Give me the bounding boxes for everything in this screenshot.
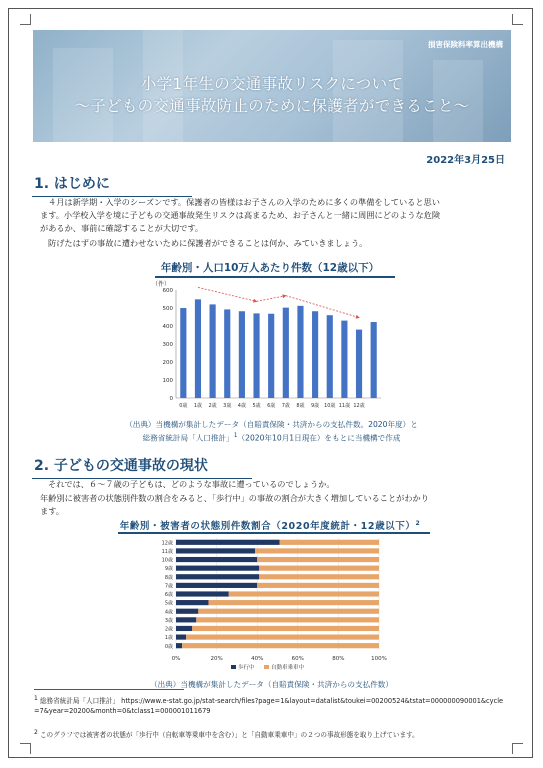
chart2-y-tick-label: 3歳 — [164, 617, 173, 624]
chart2-x-tick-label: 80% — [332, 656, 345, 662]
chart1-x-tick-label: 6歳 — [267, 403, 276, 409]
section2-para-line: ます。 — [40, 506, 64, 516]
chart2-source: （出典）当機構が集計したデータ（自賠責保険・共済からの支払件数） — [150, 680, 393, 689]
chart1-bar — [283, 308, 289, 398]
section-heading-1-text: 1. はじめに — [34, 176, 110, 192]
chart1-y-tick-label: 300 — [162, 342, 173, 348]
chart1-trend-arrow — [198, 287, 257, 301]
chart2-legend-label: 歩行中 — [238, 665, 255, 671]
chart2-bar-segment — [208, 600, 379, 605]
footnote-1 — [34, 694, 504, 716]
chart2-x-tick-label: 40% — [251, 656, 264, 662]
chart2-title — [100, 518, 440, 532]
organization-name: 損害保険料率算出機構 — [428, 40, 503, 49]
chart2-bar-segment — [192, 626, 379, 631]
chart2-bar-segment — [176, 583, 257, 588]
chart1-y-tick-label: 500 — [162, 306, 173, 312]
chart1-y-unit: （件） — [152, 281, 171, 288]
section-heading-2 — [34, 455, 208, 475]
footnote-1-text: 総務省統計局「人口推計」 https://www.e-stat.go.jp/stat-search/files?page=1&layout=datalist&toukei=00200524&tstat=000000090001&cycle=7&year=20200&month=0&tclass1=000001011679 — [34, 697, 504, 716]
chart2-y-tick-label: 5歳 — [164, 600, 173, 607]
chart2-victim-status-share — [140, 534, 395, 678]
chart2-y-tick-label: 10歳 — [161, 557, 173, 564]
chart2-bar-segment — [176, 617, 196, 622]
chart1-source-line1: （出典）当機構が集計したデータ（自賠責保険・共済からの支払件数。2020年度）と — [125, 420, 418, 429]
chart1-x-tick-label: 7歳 — [281, 403, 290, 409]
chart2-bar-segment — [259, 574, 379, 579]
chart1-x-tick-label: 4歳 — [237, 403, 246, 409]
section1-para-line: ます。小学校入学を境に子どもの交通事故発生リスクは高まるため、お子さんと一緒に周囲にどのような危険 — [40, 210, 441, 220]
chart1-source-line2 — [0, 432, 543, 444]
chart1-bar — [312, 311, 318, 398]
chart2-y-tick-label: 1歳 — [164, 635, 173, 642]
chart1-bar — [268, 314, 274, 398]
chart2-legend-label: 自動車乗車中 — [271, 665, 305, 671]
section2-para-line: 年齢別に被害者の状態別件数の割合をみると、「歩行中」の事故の割合が大きく増加していることがわかり — [40, 493, 429, 503]
chart1-trend-arrow — [257, 296, 286, 302]
chart2-bar-segment — [186, 634, 379, 639]
chart1-trend-arrow — [286, 296, 359, 318]
chart2-legend-swatch — [264, 665, 269, 669]
chart1-x-tick-label: 8歳 — [296, 403, 305, 409]
crop-mark — [512, 743, 523, 754]
crop-mark — [512, 14, 523, 25]
chart2-legend-swatch — [231, 665, 236, 669]
chart1-y-tick-label: 0 — [169, 396, 173, 402]
section2-para-line: それでは、６～７歳の子どもは、どのような事故に遭っているのでしょうか。 — [48, 479, 335, 489]
chart1-source-line2b: （2020年10月1日現在）をもとに当機構で作成 — [237, 433, 401, 443]
chart2-bar-segment — [176, 548, 255, 553]
footnote-2-text: このグラフでは被害者の状態が「歩行中（自転車等乗車中を含む）」と「自動車乗車中」の２つの事故形態を取り上げています。 — [39, 731, 419, 740]
chart1-x-tick-label: 9歳 — [311, 403, 320, 409]
section1-para-line: 防げたはずの事故に遭わせないために保護者ができることは何か、みていきましょう。 — [48, 238, 368, 248]
section-heading-2-text: 2. 子どもの交通事故の現状 — [34, 458, 208, 474]
chart1-x-tick-label: 10歳 — [324, 403, 336, 409]
chart1-bar — [239, 311, 245, 398]
chart1-x-tick-label: 0歳 — [179, 403, 188, 409]
chart2-x-tick-label: 100% — [371, 656, 387, 662]
footnote-ref-1: 1 — [233, 432, 238, 439]
chart2-bar-segment — [176, 643, 182, 648]
chart1-title: 年齢別・人口10万人あたり件数（12歳以下） — [160, 262, 380, 274]
footnote-2 — [34, 728, 504, 740]
chart2-x-tick-label: 20% — [210, 656, 223, 662]
footnote-rule — [34, 689, 184, 690]
chart1-x-tick-label: 5歳 — [252, 403, 261, 409]
chart2-bar-segment — [176, 557, 257, 562]
chart1-age-per-100k — [150, 278, 390, 418]
chart1-y-tick-label: 400 — [162, 324, 173, 330]
chart2-bar-segment — [176, 626, 192, 631]
chart2-bar-segment — [176, 634, 186, 639]
chart1-bar — [210, 304, 216, 398]
chart1-bar — [253, 313, 259, 398]
chart1-x-tick-label: 3歳 — [223, 403, 232, 409]
chart2-y-tick-label: 11歳 — [161, 549, 173, 556]
chart1-bar — [327, 315, 333, 398]
crop-mark — [20, 743, 31, 754]
chart2-y-tick-label: 12歳 — [161, 540, 173, 547]
chart2-bar-segment — [182, 643, 379, 648]
chart2-y-tick-label: 4歳 — [164, 609, 173, 616]
chart2-bar-segment — [229, 591, 379, 596]
chart2-y-tick-label: 7歳 — [164, 583, 173, 590]
chart2-y-tick-label: 6歳 — [164, 592, 173, 599]
chart1-bar — [224, 309, 230, 398]
chart2-bar-segment — [176, 540, 280, 545]
chart2-bar-segment — [176, 591, 229, 596]
chart1-source-line2a: 総務省統計局「人口推計」 — [142, 433, 234, 443]
chart1-y-tick-label: 200 — [162, 360, 173, 366]
chart2-bar-segment — [255, 548, 379, 553]
chart2-bar-segment — [176, 609, 198, 614]
chart1-x-tick-label: 2歳 — [208, 403, 217, 409]
chart1-bar — [195, 299, 201, 398]
chart2-bar-segment — [259, 566, 379, 571]
chart1-bar — [341, 321, 347, 398]
chart1-x-tick-label: 12歳 — [353, 403, 365, 409]
footnote-2-number: 2 — [34, 729, 38, 736]
chart2-bar-segment — [176, 566, 259, 571]
section-heading-1 — [34, 173, 110, 193]
chart1-bar — [180, 308, 186, 398]
chart2-title-text: 年齢別・被害者の状態別件数割合（2020年度統計・12歳以下） — [119, 521, 416, 532]
footnote-1-number: 1 — [34, 695, 38, 702]
chart1-bar — [297, 306, 303, 398]
chart2-bar-segment — [176, 600, 208, 605]
chart2-bar-segment — [257, 583, 379, 588]
chart2-y-tick-label: 8歳 — [164, 574, 173, 581]
chart2-bar-segment — [198, 609, 379, 614]
chart1-x-tick-label: 11歳 — [338, 403, 351, 409]
chart1-bar — [356, 330, 362, 398]
section1-para-line: ４月は新学期・入学のシーズンです。保護者の皆様はお子さんの入学のために多くの準備をしていると思い — [48, 197, 440, 207]
publication-date: 2022年3月25日 — [426, 155, 505, 166]
chart2-y-tick-label: 2歳 — [164, 626, 173, 633]
chart2-bar-segment — [176, 574, 259, 579]
chart2-x-tick-label: 60% — [291, 656, 304, 662]
chart2-y-tick-label: 0歳 — [164, 643, 173, 650]
chart1-y-tick-label: 600 — [162, 288, 173, 294]
section1-para-line: があるか、事前に確認することが大切です。 — [40, 223, 204, 233]
chart2-bar-segment — [280, 540, 379, 545]
chart2-x-tick-label: 0% — [171, 656, 181, 662]
chart1-x-tick-label: 1歳 — [193, 403, 203, 409]
chart1-bar — [371, 322, 377, 398]
footnote-ref-2: 2 — [415, 519, 421, 527]
document-title: 小学1年生の交通事故リスクについて — [140, 75, 404, 93]
header-banner — [33, 30, 511, 142]
document-subtitle: ～子どもの交通事故防止のために保護者ができること～ — [74, 97, 470, 115]
chart2-y-tick-label: 9歳 — [164, 566, 173, 573]
chart2-bar-segment — [196, 617, 379, 622]
chart1-y-tick-label: 100 — [162, 378, 173, 384]
chart2-bar-segment — [257, 557, 379, 562]
crop-mark — [20, 14, 31, 25]
